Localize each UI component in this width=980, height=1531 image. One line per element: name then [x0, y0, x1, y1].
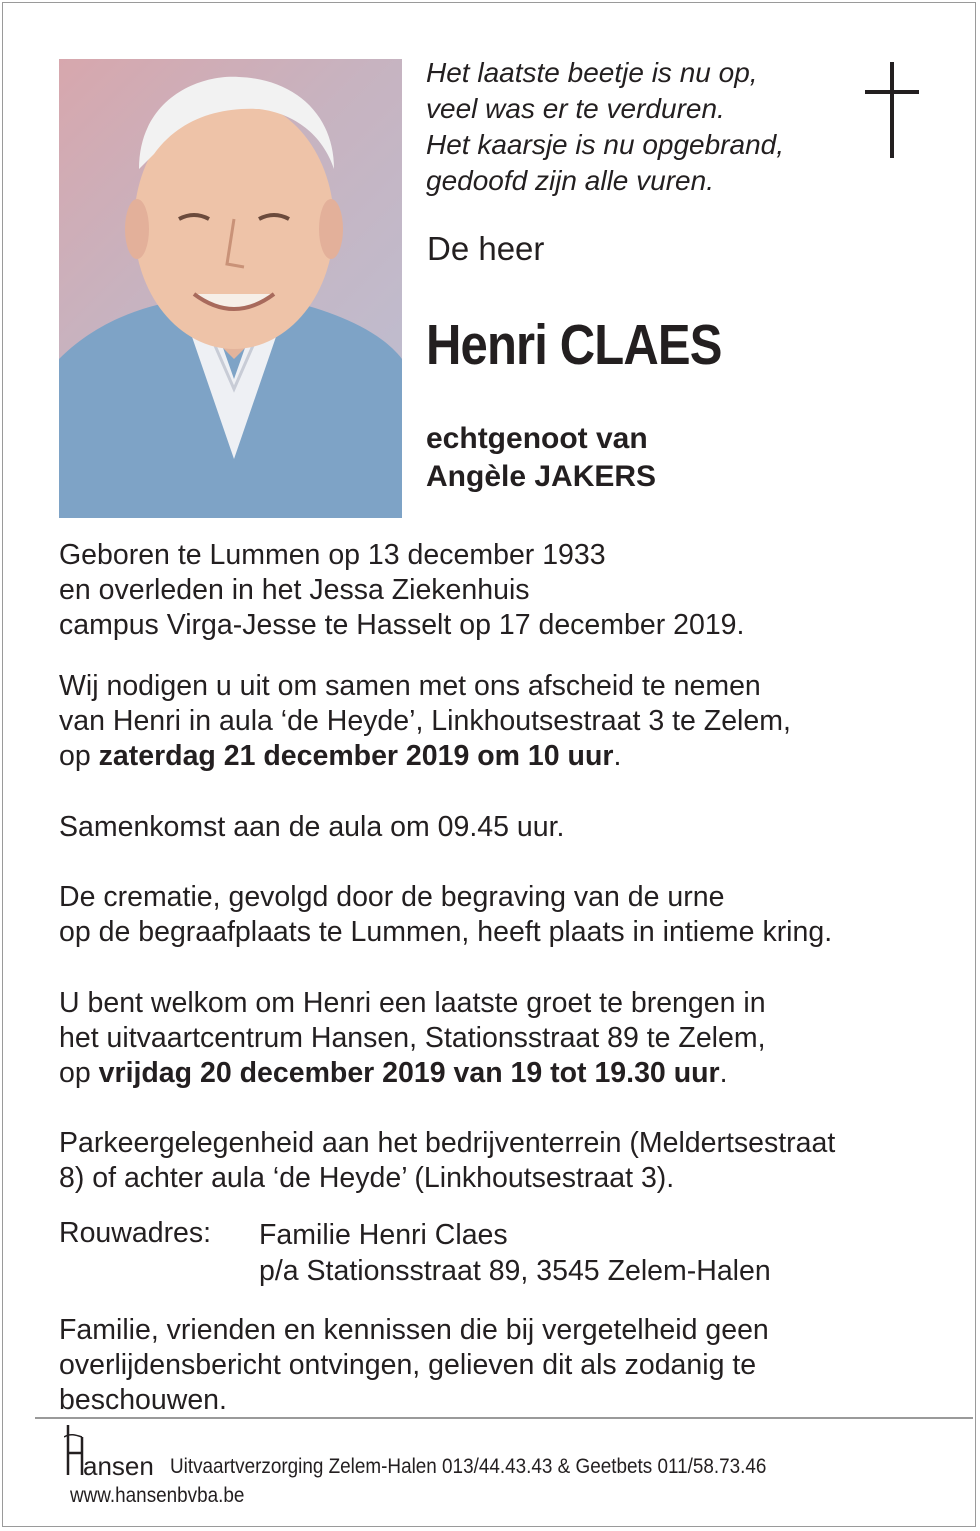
cross-icon: [862, 62, 922, 167]
poem-line: gedoofd zijn alle vuren.: [426, 165, 714, 196]
parking-paragraph: [59, 1126, 835, 1196]
text-line: beschouwen.: [59, 1384, 227, 1416]
text-line: Wij nodigen u uit om samen met ons afscheid te nemen: [59, 670, 761, 702]
spouse-relation: echtgenoot van: [426, 422, 648, 455]
text-suffix: .: [613, 740, 622, 772]
text-line: overlijdensbericht ontvingen, gelieven dit als zodanig te: [59, 1349, 757, 1381]
rouwadres-address: [259, 1217, 771, 1289]
portrait-photo: [59, 59, 402, 518]
funeral-service-contact: Uitvaartverzorging Zelem-Halen 013/44.43.43 & Geetbets 011/58.73.46: [170, 1455, 767, 1478]
text-line: campus Virga-Jesse te Hasselt op 17 december 2019.: [59, 609, 745, 641]
poem-line: veel was er te verduren.: [426, 93, 725, 124]
birth-death-paragraph: [59, 538, 744, 643]
deceased-name: Henri CLAES: [426, 313, 722, 377]
spouse-name: Angèle JAKERS: [426, 460, 657, 493]
honorific-title: De heer: [427, 230, 545, 267]
text-line: op de begraafplaats te Lummen, heeft plaats in intieme kring.: [59, 916, 833, 948]
text-line: U bent welkom om Henri een laatste groet te brengen in: [59, 987, 766, 1019]
text-prefix: op: [59, 1057, 99, 1089]
text-line: [59, 1056, 766, 1091]
cremation-paragraph: [59, 880, 832, 950]
text-line: Geboren te Lummen op 13 december 1933: [59, 539, 606, 571]
visitation-paragraph: [59, 986, 766, 1091]
text-line: De crematie, gevolgd door de begraving van de urne: [59, 881, 725, 913]
visitation-datetime: vrijdag 20 december 2019 van 19 tot 19.30 uur: [98, 1057, 720, 1089]
closing-paragraph: [59, 1313, 769, 1418]
gathering-note: Samenkomst aan de aula om 09.45 uur.: [59, 811, 565, 843]
hansen-brand-text: ansen: [83, 1451, 154, 1481]
rouwadres-label: Rouwadres:: [59, 1217, 212, 1249]
poem: [426, 55, 846, 199]
text-line: Familie, vrienden en kennissen die bij vergetelheid geen: [59, 1314, 769, 1346]
text-suffix: .: [719, 1057, 728, 1089]
website-link[interactable]: www.hansenbvba.be: [70, 1484, 245, 1507]
poem-line: Het kaarsje is nu opgebrand,: [426, 129, 784, 160]
address-line: Familie Henri Claes: [259, 1219, 508, 1251]
farewell-invitation: [59, 669, 791, 774]
text-line: Parkeergelegenheid aan het bedrijventerrein (Meldertsestraat: [59, 1127, 836, 1159]
text-line: en overleden in het Jessa Ziekenhuis: [59, 574, 530, 606]
text-prefix: op: [59, 740, 99, 772]
ceremony-datetime: zaterdag 21 december 2019 om 10 uur: [98, 740, 614, 772]
text-line: het uitvaartcentrum Hansen, Stationsstraat 89 te Zelem,: [59, 1022, 766, 1054]
address-line: p/a Stationsstraat 89, 3545 Zelem-Halen: [259, 1255, 771, 1287]
spouse-info: [426, 420, 656, 496]
text-line: van Henri in aula ‘de Heyde’, Linkhoutsestraat 3 te Zelem,: [59, 705, 791, 737]
text-line: 8) of achter aula ‘de Heyde’ (Linkhoutsestraat 3).: [59, 1162, 675, 1194]
footer-divider: [35, 1417, 973, 1419]
text-line: [59, 739, 791, 774]
poem-line: Het laatste beetje is nu op,: [426, 57, 758, 88]
